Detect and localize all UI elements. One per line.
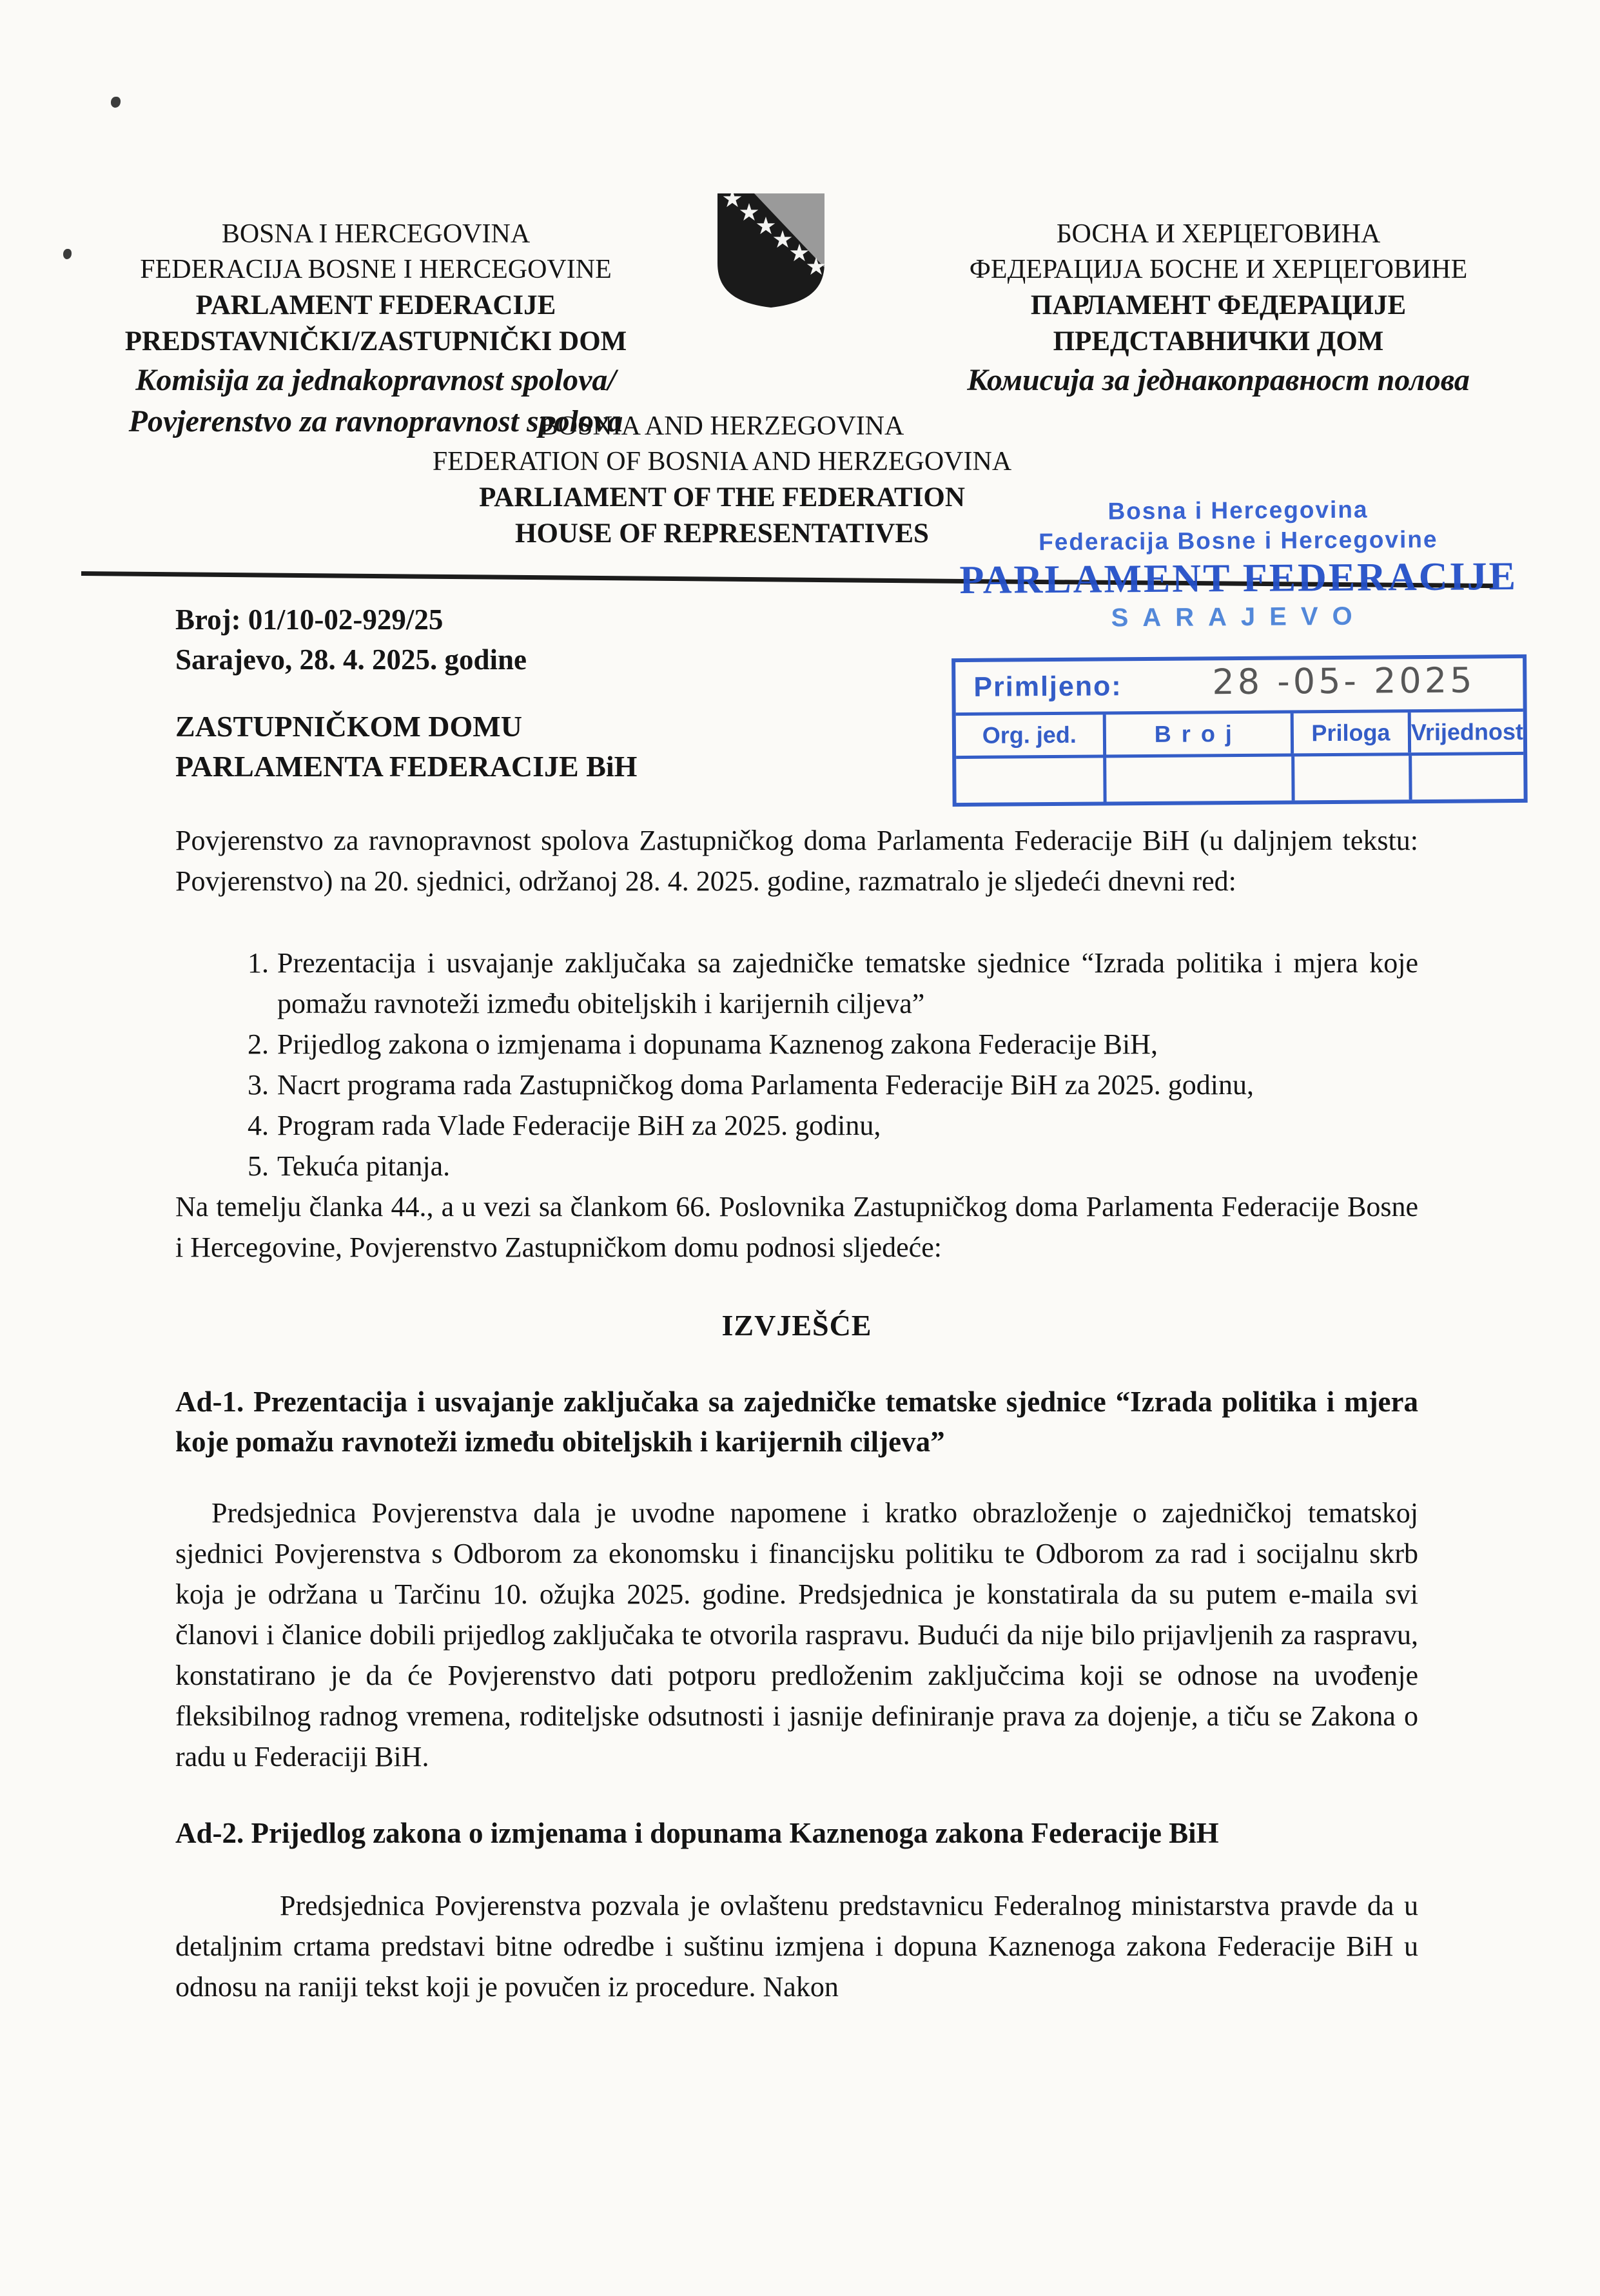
- recipient-line: ZASTUPNIČKOM DOMU: [175, 710, 522, 743]
- letterhead-line: Комисија за једнакоправност полова: [967, 363, 1470, 397]
- reference-place-date: Sarajevo, 28. 4. 2025. godine: [175, 643, 527, 676]
- letterhead-line: BOSNA I HERCEGOVINA: [221, 219, 531, 249]
- stamp-empty-cell: [956, 758, 1103, 803]
- legal-basis-paragraph: Na temelju članka 44., a u vezi sa člankom 66. Poslovnika Zastupničkog doma Parlamenta Federacije Bosne i Hercegovine, Povjerenstvo Zastupničkom domu podnosi sljedeće:: [175, 1191, 1418, 1263]
- ad1-heading: Ad-1. Prezentacija i usvajanje zaključaka sa zajedničke tematske sjednice “Izrada politika i mjera koje pomažu ravnoteži između obiteljskih i karijernih ciljeva”: [175, 1386, 1418, 1458]
- stamp-empty-cell: [1103, 756, 1291, 801]
- ad2-heading: Ad-2. Prijedlog zakona o izmjenama i dopunama Kaznenoga zakona Federacije BiH: [175, 1817, 1219, 1849]
- letterhead-line: ПАРЛАМЕНТ ФЕДЕРАЦИЈЕ: [1030, 290, 1407, 320]
- agenda-item: 3. Nacrt programa rada Zastupničkog doma Parlamenta Federacije BiH za 2025. godinu,: [276, 1065, 1418, 1105]
- document-body: [175, 820, 1418, 2007]
- recipient-line: PARLAMENTA FEDERACIJE BiH: [175, 750, 638, 783]
- reference-block: [175, 600, 527, 680]
- agenda-item: 5. Tekuća pitanja.: [276, 1146, 1418, 1186]
- date-stamp: 28 -05- 2025: [1212, 660, 1476, 703]
- letterhead-line: FEDERACIJA BOSNE I HERCEGOVINE: [140, 255, 612, 284]
- stamp-city: SARAJEVO: [1111, 602, 1367, 633]
- scan-speck: [63, 249, 72, 259]
- stamp-federation: Federacija Bosne i Hercegovine: [1039, 525, 1438, 556]
- agenda-item: 1. Prezentacija i usvajanje zaključaka sa zajedničke tematske sjednice “Izrada politika i mjera koje pomažu ravnoteži između obiteljskih i karijernih ciljeva”: [276, 943, 1418, 1024]
- agenda-list: [175, 943, 1418, 1186]
- letterhead-line: ПРЕДСТАВНИЧКИ ДОМ: [1053, 326, 1384, 357]
- letterhead-line: BOSNIA AND HERZEGOVINA: [540, 411, 904, 441]
- letterhead-line: ФЕДЕРАЦИЈА БОСНЕ И ХЕРЦЕГОВИНЕ: [969, 255, 1468, 284]
- letterhead-line: Komisija za jednakopravnost spolova/: [135, 363, 616, 397]
- ad2-paragraph: Predsjednica Povjerenstva pozvala je ovlaštenu predstavnicu Federalnog ministarstva pravde da u detaljnim crtama predstavi bitne odredbe i suštinu izmjena i dopuna Kaznenoga zakona Federacije BiH u odnosu na raniji tekst koji je povučen iz procedure. Nakon: [175, 1890, 1418, 2003]
- reference-number: Broj: 01/10-02-929/25: [175, 603, 444, 636]
- scan-speck: [111, 97, 121, 108]
- letterhead-cyrillic: [908, 217, 1529, 401]
- received-stamp: [935, 493, 1543, 807]
- letterhead-line: PARLAMENT FEDERACIJE: [195, 290, 556, 320]
- stamp-empty-row: [956, 752, 1523, 803]
- stamp-col-org: Org. jed.: [982, 721, 1077, 749]
- bih-coat-of-arms-icon: [713, 189, 829, 311]
- stamp-col-broj: Broj: [1102, 713, 1291, 754]
- letterhead-line: HOUSE OF REPRESENTATIVES: [515, 518, 929, 549]
- agenda-item: 2. Prijedlog zakona o izmjenama i dopunama Kaznenog zakona Federacije BiH,: [276, 1024, 1418, 1065]
- stamp-received-label: Primljeno:: [973, 670, 1122, 703]
- stamp-country: Bosna i Hercegovina: [1107, 496, 1369, 525]
- stamp-col-priloga: Priloga: [1291, 712, 1408, 753]
- stamp-empty-cell: [1409, 755, 1523, 800]
- letterhead-line: Povjerenstvo za ravnopravnost spolova: [128, 404, 623, 438]
- agenda-item: 4. Program rada Vlade Federacije BiH za 2025. godinu,: [276, 1105, 1418, 1146]
- report-title: IZVJEŠĆE: [721, 1309, 872, 1342]
- recipient-block: [175, 707, 637, 787]
- intro-paragraph: Povjerenstvo za ravnopravnost spolova Zastupničkog doma Parlamenta Federacije BiH (u daljnjem tekstu: Povjerenstvo) na 20. sjednici, održanoj 28. 4. 2025. godine, razmatralo je sljedeći dnevni red:: [175, 825, 1418, 897]
- stamp-header-row: [956, 709, 1523, 756]
- letterhead-line: БОСНА И ХЕРЦЕГОВИНА: [1056, 219, 1381, 249]
- ad1-paragraph: Predsjednica Povjerenstva dala je uvodne napomene i kratko obrazloženje o zajedničkoj tematskoj sjednici Povjerenstva s Odborom za ekonomsku i financijsku politiku te Odborom za rad i socijalnu skrb koja je održana u Tarčinu 10. ožujka 2025. godine. Predsjednica je konstatirala da su putem e-maila svi članovi i članice dobili prijedlog zaključaka te otvorila raspravu. Budući da nije bilo prijavljenih za raspravu, konstatirano je da će Povjerenstvo dati potporu predloženim zaključcima koji se odnose na uvođenje fleksibilnog radnog vremena, roditeljske odsutnosti i jasnije definiranje prava za dojenje, a tiču se Zakona o radu u Federaciji BiH.: [175, 1497, 1418, 1772]
- letterhead-line: PARLIAMENT OF THE FEDERATION: [479, 482, 965, 513]
- letterhead-line: PREDSTAVNIČKI/ZASTUPNIČKI DOM: [124, 326, 627, 357]
- letterhead-line: FEDERATION OF BOSNIA AND HERZEGOVINA: [432, 447, 1012, 476]
- stamp-empty-cell: [1291, 756, 1409, 800]
- stamp-title: PARLAMENT FEDERACIJE: [959, 554, 1518, 603]
- stamp-col-vrijednost: Vrijednost: [1408, 712, 1523, 752]
